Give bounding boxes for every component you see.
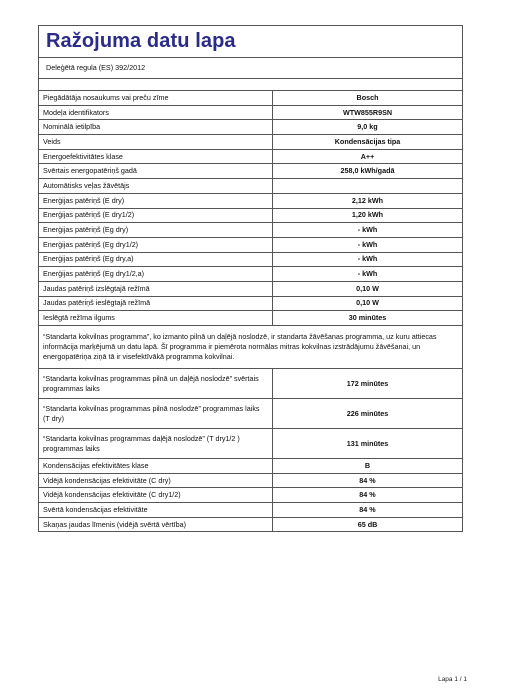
spec-row	[39, 91, 462, 105]
spec-row	[39, 459, 462, 474]
row-value: 131 minūtes	[273, 429, 463, 459]
spec-row	[39, 281, 462, 296]
row-value: 30 minūtes	[273, 311, 463, 326]
spec-row	[39, 193, 462, 208]
row-value: 0,10 W	[273, 296, 463, 311]
row-label: Kondensācijas efektivitātes klase	[39, 459, 273, 474]
row-value: 9,0 kg	[273, 120, 463, 135]
program-time-row	[39, 399, 462, 429]
row-value: 2,12 kWh	[273, 193, 463, 208]
spec-row	[39, 223, 462, 238]
row-value: B	[273, 459, 463, 474]
spec-row	[39, 105, 462, 120]
program-time-row	[39, 429, 462, 459]
row-label: Enerģijas patēriņš (Eg dry)	[39, 223, 273, 238]
spec-row	[39, 179, 462, 194]
row-value: - kWh	[273, 237, 463, 252]
standard-program-note-row	[39, 326, 462, 369]
row-value: A++	[273, 149, 463, 164]
row-label: Nominālā ietilpība	[39, 120, 273, 135]
row-label: Svērtais energopatēriņš gadā	[39, 164, 273, 179]
row-label: Modeļa identifikators	[39, 105, 273, 120]
row-value: - kWh	[273, 267, 463, 282]
page-number: Lapa 1 / 1	[438, 676, 467, 683]
spec-row	[39, 149, 462, 164]
row-value: 0,10 W	[273, 281, 463, 296]
spec-row	[39, 473, 462, 488]
spec-row	[39, 237, 462, 252]
row-value: WTW855R9SN	[273, 105, 463, 120]
spec-row	[39, 517, 462, 531]
row-value: 84 %	[273, 473, 463, 488]
row-label: Ieslēgtā režīma ilgums	[39, 311, 273, 326]
row-label: Enerģijas patēriņš (Eg dry1/2)	[39, 237, 273, 252]
row-label: Jaudas patēriņš izslēgtajā režīmā	[39, 281, 273, 296]
row-label: “Standarta kokvilnas programmas pilnā un daļējā noslodzē” svērtais programmas laiks	[39, 369, 273, 399]
spec-table-body	[39, 91, 462, 531]
spec-row	[39, 296, 462, 311]
row-label: Skaņas jaudas līmenis (vidējā svērtā vērtība)	[39, 517, 273, 531]
standard-program-note: “Standarta kokvilnas programma”, ko izmanto pilnā un daļējā noslodzē, ir standarta žāvēšanas programma, uz kuru attiecas informācija marķējumā un datu lapā. Šī programma ir piemērota normālas mitras kokvilnas izstrādājumu žāvēšanai, un energopatēriņa ziņā tā ir visefektīvākā programma kokvilnai.	[39, 326, 462, 369]
row-value: 84 %	[273, 488, 463, 503]
spec-table	[39, 91, 462, 531]
spacer-row	[39, 79, 462, 91]
row-label: “Standarta kokvilnas programmas pilnā noslodzē” programmas laiks (T dry)	[39, 399, 273, 429]
row-label: Automātisks veļas žāvētājs	[39, 179, 273, 194]
row-label: Enerģijas patēriņš (E dry)	[39, 193, 273, 208]
row-value: 226 minūtes	[273, 399, 463, 429]
row-label: Enerģijas patēriņš (Eg dry,a)	[39, 252, 273, 267]
row-value: - kWh	[273, 252, 463, 267]
program-time-row	[39, 369, 462, 399]
row-value: 84 %	[273, 503, 463, 518]
page-title: Ražojuma datu lapa	[39, 26, 462, 58]
row-value: 172 minūtes	[273, 369, 463, 399]
row-value: - kWh	[273, 223, 463, 238]
row-label: Enerģijas patēriņš (Eg dry1/2,a)	[39, 267, 273, 282]
spec-row	[39, 164, 462, 179]
row-value: 65 dB	[357, 519, 378, 529]
row-label: Vidējā kondensācijas efektivitāte (C dry)	[39, 473, 273, 488]
row-value: Kondensācijas tipa	[273, 135, 463, 150]
row-label: Vidējā kondensācijas efektivitāte (C dry1/2)	[39, 488, 273, 503]
row-label: Enerģijas patēriņš (E dry1/2)	[39, 208, 273, 223]
row-label: “Standarta kokvilnas programmas daļējā noslodzē” (T dry1/2 ) programmas laiks	[39, 429, 273, 459]
row-label: Veids	[39, 135, 273, 150]
spec-row	[39, 120, 462, 135]
spec-row	[39, 267, 462, 282]
row-value: 1,20 kWh	[273, 208, 463, 223]
row-label: Piegādātāja nosaukums vai preču zīme	[39, 91, 273, 105]
row-value: 258,0 kWh/gadā	[273, 164, 463, 179]
spec-row	[39, 503, 462, 518]
row-value	[273, 179, 463, 194]
regulation-reference: Deleģētā regula (ES) 392/2012	[39, 58, 462, 79]
spec-row	[39, 252, 462, 267]
spec-row	[39, 488, 462, 503]
row-value: Bosch	[273, 91, 463, 105]
spec-row	[39, 135, 462, 150]
spec-row	[39, 208, 462, 223]
spec-row	[39, 311, 462, 326]
product-datasheet	[38, 25, 463, 532]
row-label: Svērtā kondensācijas efektivitāte	[39, 503, 273, 518]
row-label: Energoefektivitātes klase	[39, 149, 273, 164]
row-label: Jaudas patēriņš ieslēgtajā režīmā	[39, 296, 273, 311]
